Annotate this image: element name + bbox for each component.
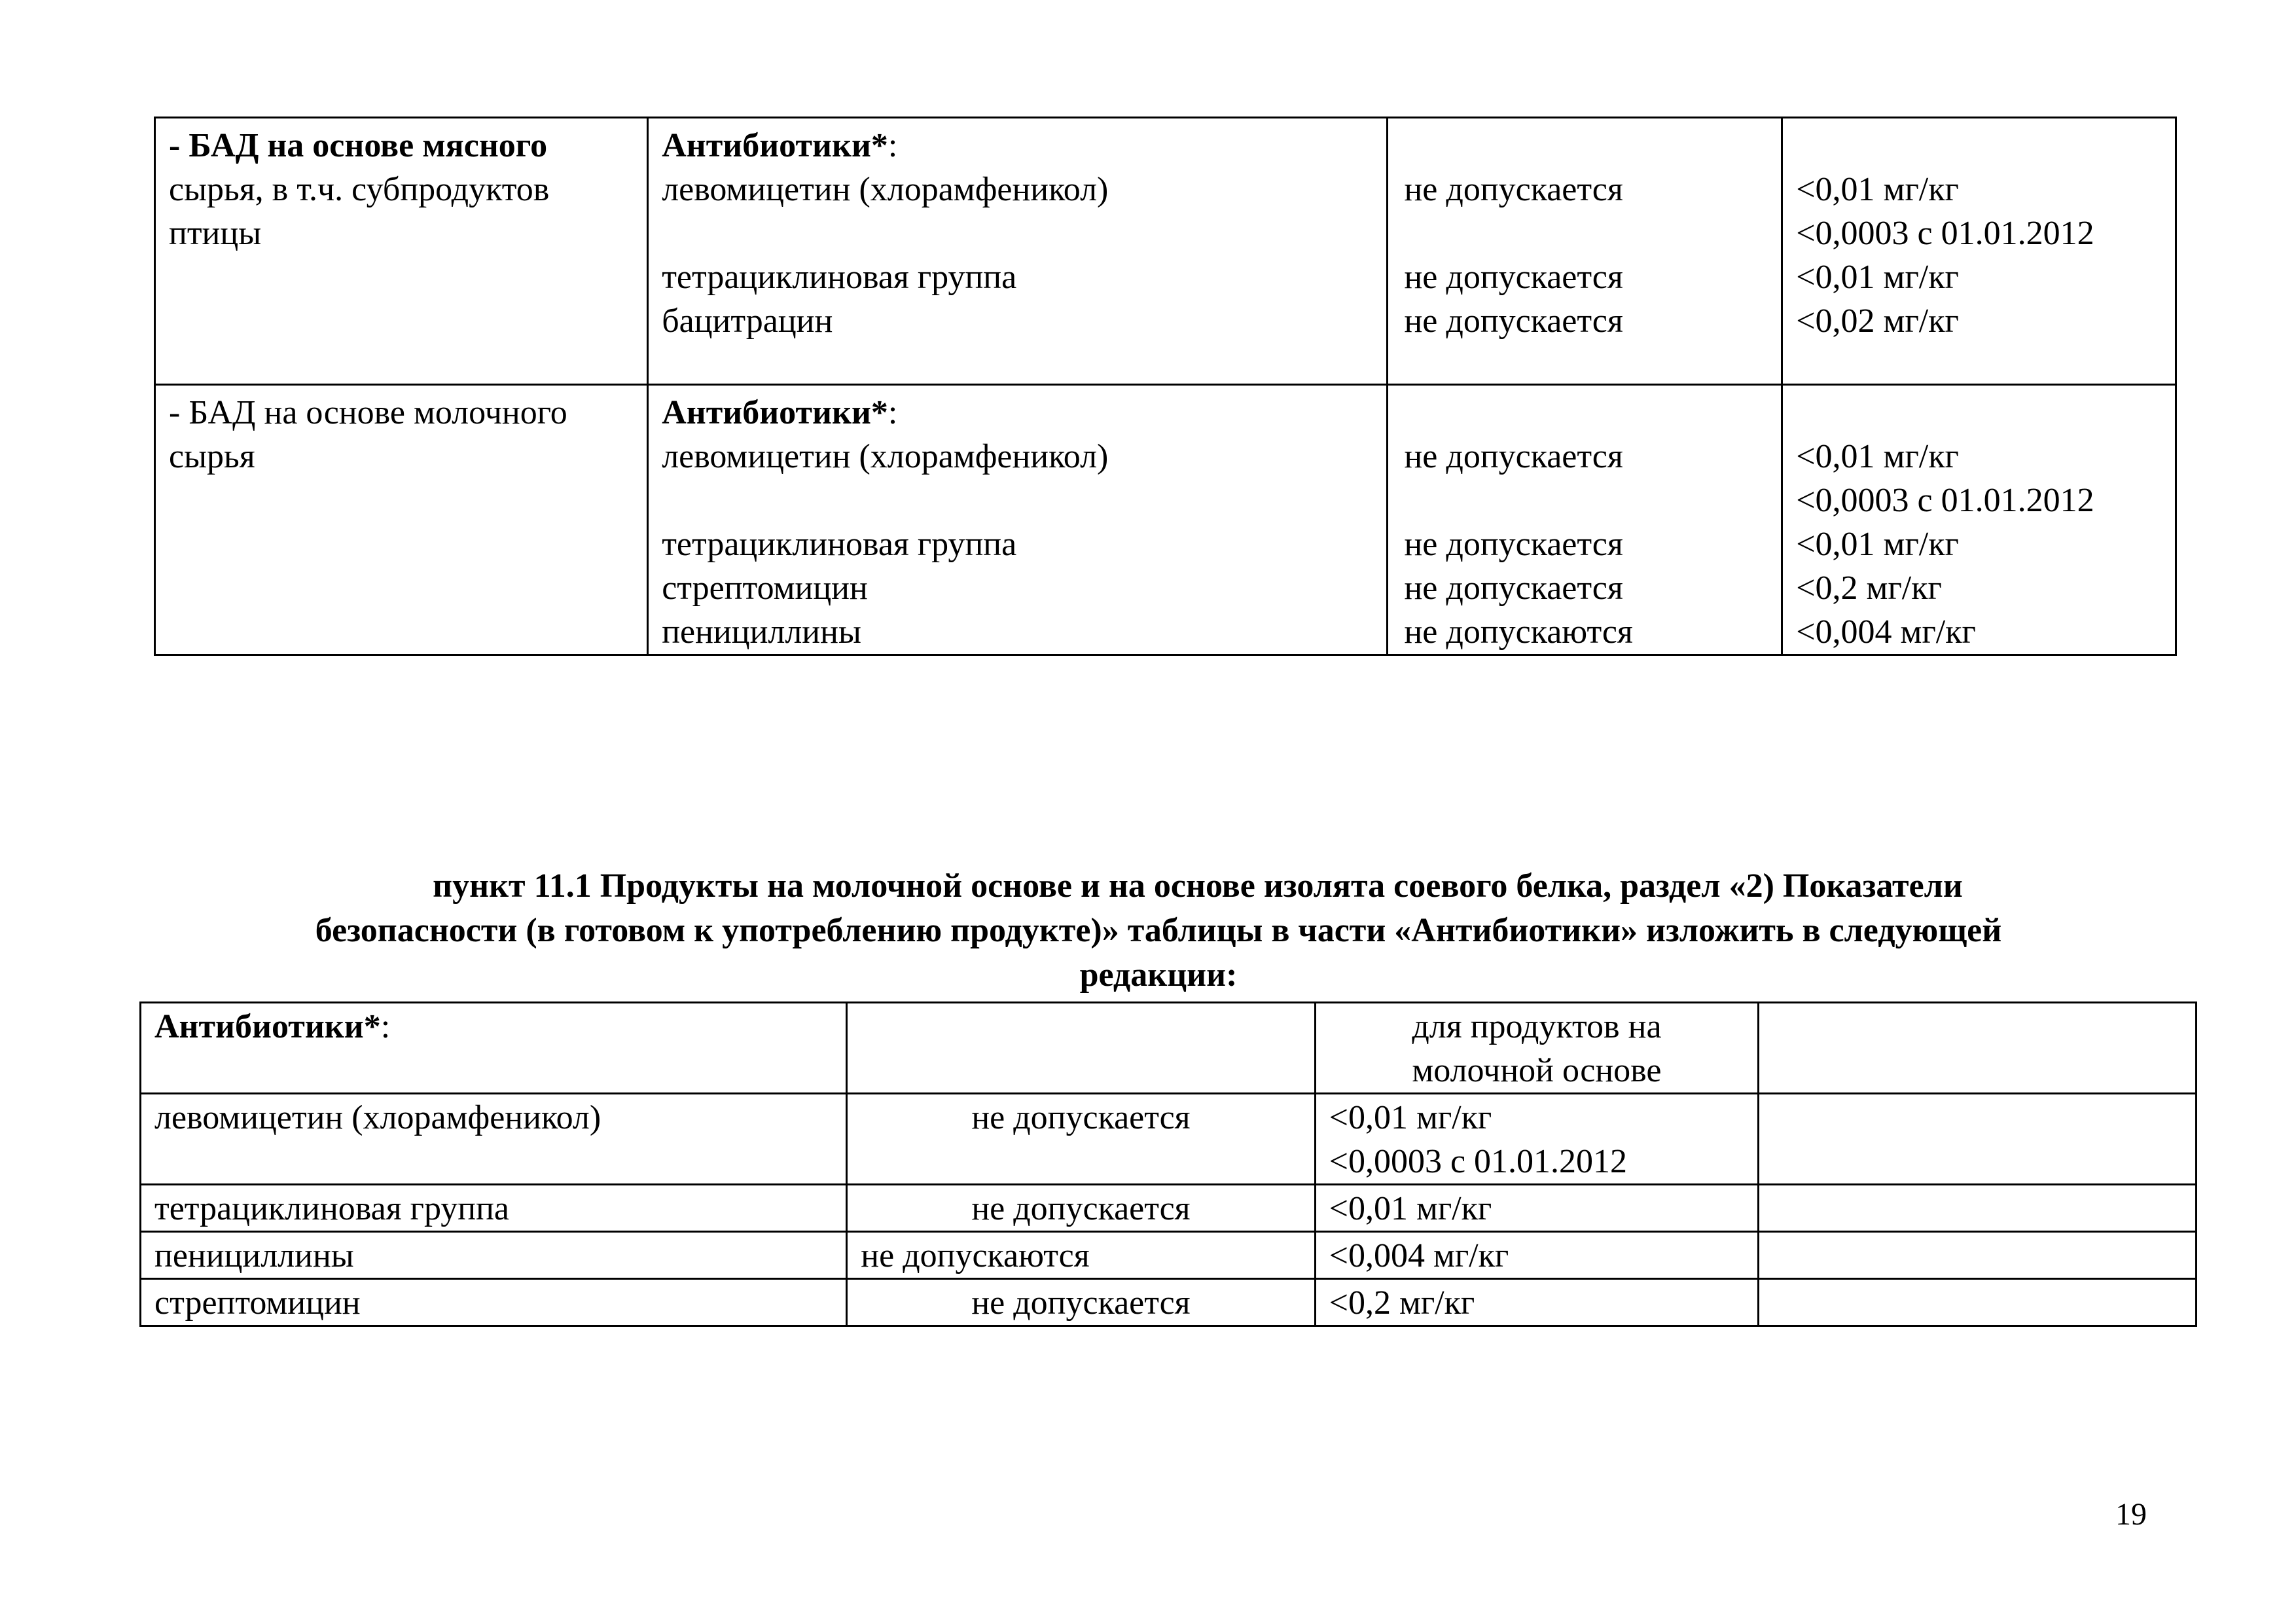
antibiotics-table-supplements (154, 117, 2177, 656)
empty-cell (1759, 1279, 2197, 1326)
limit-value: <0,2 мг/кг (1796, 569, 1942, 607)
status-cell (1388, 118, 1782, 385)
limit-value: <0,01 мг/кг (1796, 526, 1959, 563)
status-text: не допускается (1404, 526, 1623, 563)
status-cell (1388, 385, 1782, 655)
indicator-name: стрептомицин (662, 569, 868, 607)
indicator-cell (648, 385, 1388, 655)
limit-cell: <0,2 мг/кг (1315, 1279, 1759, 1326)
header-cell: Антибиотики*: (141, 1003, 847, 1094)
section-heading (151, 864, 2166, 998)
table-row (141, 1279, 2197, 1326)
product-cell (155, 118, 648, 385)
limit-value: <0,01 мг/кг (1796, 171, 1959, 208)
table-row (141, 1185, 2197, 1232)
product-line: птицы (169, 215, 262, 252)
indicator-name: левомицетин (хлорамфеникол) (662, 171, 1109, 208)
antibiotics-label: Антибиотики* (154, 1008, 381, 1045)
header-text: молочной основе (1412, 1052, 1662, 1089)
product-line: - БАД на основе молочного (169, 394, 567, 431)
header-cell (1759, 1003, 2197, 1094)
indicator-cell: пенициллины (141, 1232, 847, 1279)
empty-cell (1759, 1232, 2197, 1279)
indicator-name: пенициллины (662, 613, 861, 651)
status-text: не допускается (1404, 171, 1623, 208)
limit-value: <0,01 мг/кг (1796, 259, 1959, 296)
table-row (155, 385, 2176, 655)
header-cell (1315, 1003, 1759, 1094)
heading-line: редакции: (1079, 956, 1238, 994)
product-cell (155, 385, 648, 655)
limit-cell (1782, 118, 2176, 385)
status-cell: не допускаются (847, 1232, 1315, 1279)
antibiotics-table-dairy (139, 1001, 2197, 1327)
product-line: - БАД на основе мясного (169, 127, 548, 164)
table-row (141, 1094, 2197, 1185)
limit-cell: <0,01 мг/кг <0,0003 с 01.01.2012 (1315, 1094, 1759, 1185)
heading-line: пункт 11.1 Продукты на молочной основе и на основе изолята соевого белка, раздел «2) Показатели (433, 867, 1963, 905)
indicator-heading: Антибиотики*: (662, 394, 898, 431)
product-line: сырья (169, 438, 255, 475)
table-row (155, 118, 2176, 385)
empty-cell (1759, 1094, 2197, 1185)
indicator-name: бацитрацин (662, 302, 833, 340)
limit-cell: <0,01 мг/кг (1315, 1185, 1759, 1232)
empty-cell (1759, 1185, 2197, 1232)
limit-value: <0,02 мг/кг (1796, 302, 1959, 340)
page-number: 19 (2115, 1497, 2147, 1532)
header-cell (847, 1003, 1315, 1094)
antibiotics-label: Антибиотики* (662, 394, 888, 431)
table-header-row (141, 1003, 2197, 1094)
status-cell: не допускается (847, 1279, 1315, 1326)
indicator-heading: Антибиотики*: (662, 127, 898, 164)
indicator-cell: тетрациклиновая группа (141, 1185, 847, 1232)
status-text: не допускаются (1404, 613, 1633, 651)
header-text: для продуктов на (1412, 1008, 1662, 1045)
indicator-name: тетрациклиновая группа (662, 259, 1017, 296)
limit-value: <0,0003 с 01.01.2012 (1796, 482, 2094, 519)
status-cell: не допускается (847, 1185, 1315, 1232)
heading-line: безопасности (в готовом к употреблению продукте)» таблицы в части «Антибиотики» изложить в следующей (315, 912, 2002, 949)
status-text: не допускается (1404, 438, 1623, 475)
indicator-cell: стрептомицин (141, 1279, 847, 1326)
status-text: не допускается (1404, 259, 1623, 296)
indicator-cell: левомицетин (хлорамфеникол) (141, 1094, 847, 1185)
limit-cell: <0,004 мг/кг (1315, 1232, 1759, 1279)
status-text: не допускается (1404, 302, 1623, 340)
table-row (141, 1232, 2197, 1279)
limit-value: <0,01 мг/кг (1796, 438, 1959, 475)
limit-value: <0,0003 с 01.01.2012 (1796, 215, 2094, 252)
indicator-cell (648, 118, 1388, 385)
antibiotics-label: Антибиотики* (662, 127, 888, 164)
status-text: не допускается (1404, 569, 1623, 607)
product-line: сырья, в т.ч. субпродуктов (169, 171, 550, 208)
indicator-name: тетрациклиновая группа (662, 526, 1017, 563)
limit-value: <0,004 мг/кг (1796, 613, 1976, 651)
status-cell: не допускается (847, 1094, 1315, 1185)
limit-cell (1782, 385, 2176, 655)
indicator-name: левомицетин (хлорамфеникол) (662, 438, 1109, 475)
